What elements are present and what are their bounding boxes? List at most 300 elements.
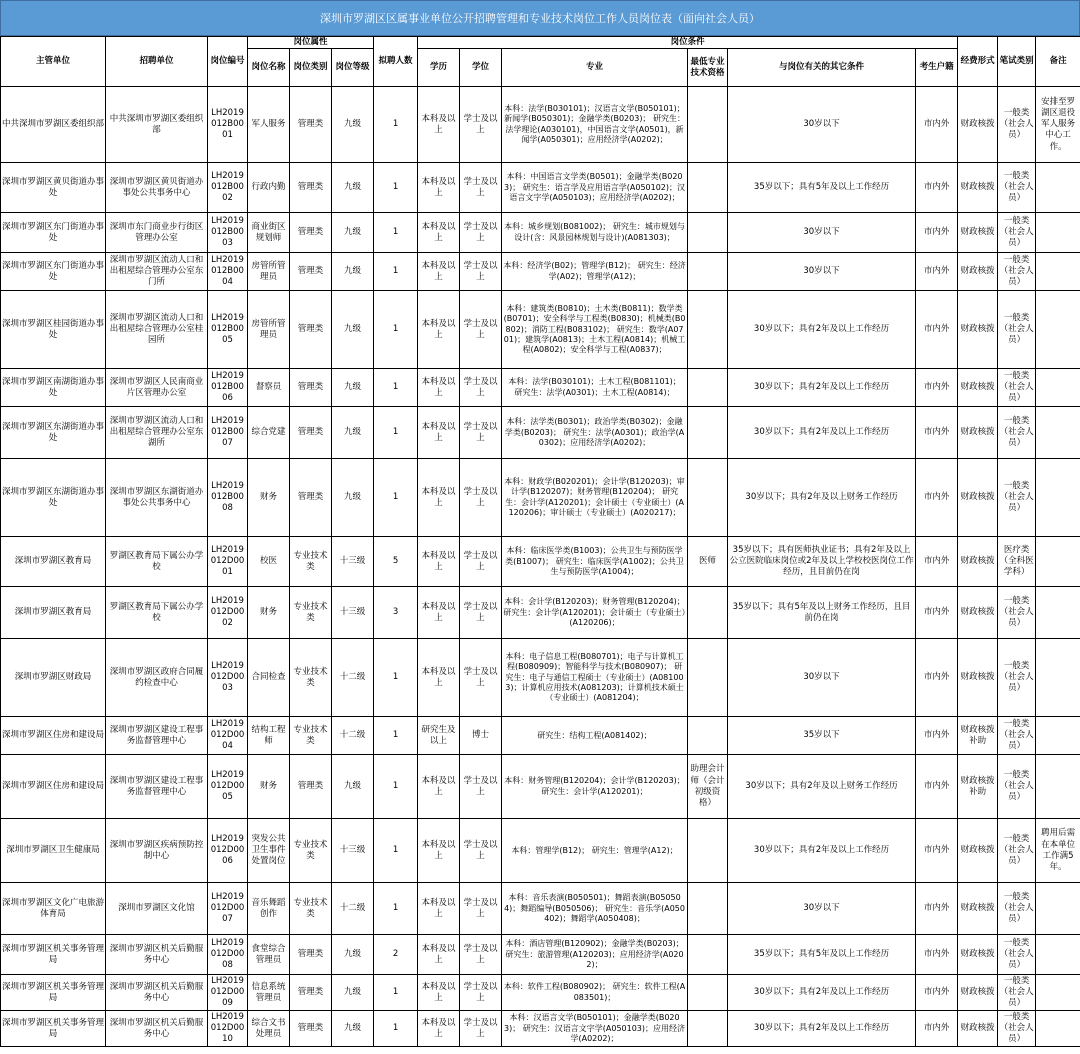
- cell-qt: 30岁以下: [728, 883, 916, 935]
- cell-zy: 本科：软件工程(B080902)； 研究生：软件工程(A083501)；: [502, 975, 688, 1011]
- cell-bz: [1036, 587, 1080, 639]
- cell-bslb: 一般类（社会人员）: [998, 459, 1036, 537]
- cell-xl: 本科及以上: [418, 755, 460, 819]
- cell-gwdj: 十三级: [332, 819, 374, 883]
- cell-zpdw: 深圳市罗湖区流动人口和出租屋综合管理办公室桂园所: [106, 291, 208, 369]
- cell-zgdw: 深圳市罗湖区东门街道办事处: [1, 213, 106, 253]
- cell-xl: 本科及以上: [418, 975, 460, 1011]
- cell-kshj: 市内外: [916, 459, 958, 537]
- cell-gwmc: 综合党建: [248, 407, 290, 459]
- cell-zpdw: 深圳市罗湖区东湖街道办事处公共事务中心: [106, 459, 208, 537]
- cell-qt: 30岁以下；具有2年及以上工作经历: [728, 1011, 916, 1047]
- cell-qt: 35岁以下；具有5年及以上工作经历: [728, 935, 916, 975]
- cell-gwdj: 九级: [332, 1011, 374, 1047]
- cell-bslb: 一般类（社会人员）: [998, 717, 1036, 755]
- cell-npr: 1: [374, 883, 418, 935]
- cell-gwlb: 管理类: [290, 1011, 332, 1047]
- cell-zpdw: 深圳市罗湖区建设工程事务监督管理中心: [106, 717, 208, 755]
- cell-zy: 本科：中国语言文学类(B0501)；金融学类(B0203)； 研究生：语言学及应用语言学(A050102)；汉语言文字学(A050103)；应用经济学(A0202)；: [502, 163, 688, 213]
- cell-gwmc: 财务: [248, 587, 290, 639]
- cell-zdzy: [688, 883, 728, 935]
- cell-jfxs: 财政核拨: [958, 883, 998, 935]
- cell-zgdw: 深圳市罗湖区财政局: [1, 639, 106, 717]
- cell-jfxs: 财政核拨: [958, 639, 998, 717]
- cell-bslb: 一般类（社会人员）: [998, 819, 1036, 883]
- cell-kshj: 市内外: [916, 1011, 958, 1047]
- cell-gwbh: LH2019012D0007: [208, 883, 248, 935]
- cell-bslb: 一般类（社会人员）: [998, 163, 1036, 213]
- cell-bslb: 一般类（社会人员）: [998, 213, 1036, 253]
- cell-gwbh: LH2019012B0001: [208, 87, 248, 163]
- cell-zdzy: [688, 639, 728, 717]
- table-row: [1, 213, 1080, 253]
- cell-qt: 35岁以下；具有5年及以上财务工作经历，且目前仍在岗: [728, 587, 916, 639]
- cell-zy: 本科：财务管理(B120204)；会计学(B120203)； 研究生：会计学(A120201)；: [502, 755, 688, 819]
- cell-npr: 1: [374, 407, 418, 459]
- cell-qt: 30岁以下；具有2年及以上工作经历: [728, 369, 916, 407]
- cell-xl: 本科及以上: [418, 537, 460, 587]
- header-zpdw: 招聘单位: [106, 37, 208, 87]
- table-row: [1, 407, 1080, 459]
- header-zgdw: 主管单位: [1, 37, 106, 87]
- cell-xl: 本科及以上: [418, 369, 460, 407]
- cell-kshj: 市内外: [916, 537, 958, 587]
- header-jfxs: 经费形式: [958, 37, 998, 87]
- cell-jfxs: 财政核拨: [958, 935, 998, 975]
- cell-gwdj: 九级: [332, 369, 374, 407]
- cell-bz: [1036, 369, 1080, 407]
- cell-gwmc: 结构工程师: [248, 717, 290, 755]
- cell-gwlb: 管理类: [290, 935, 332, 975]
- cell-gwlb: 专业技术类: [290, 537, 332, 587]
- cell-gwbh: LH2019012D0003: [208, 639, 248, 717]
- cell-zpdw: 深圳市罗湖区机关后勤服务中心: [106, 935, 208, 975]
- cell-zy: 本科：财政学(B020201)；会计学(B120203)；审计学(B120207)；财务管理(B120204)； 研究生：会计学(A120201)；会计硕士（专业硕士）(A120206)；审计硕士（专业硕士）(A020217)；: [502, 459, 688, 537]
- cell-xw: 学士及以上: [460, 213, 502, 253]
- table-row: [1, 459, 1080, 537]
- cell-zdzy: [688, 587, 728, 639]
- cell-bz: [1036, 883, 1080, 935]
- cell-kshj: 市内外: [916, 975, 958, 1011]
- cell-gwdj: 十三级: [332, 587, 374, 639]
- cell-npr: 1: [374, 755, 418, 819]
- cell-gwbh: LH2019012D0005: [208, 755, 248, 819]
- cell-zy: 本科：临床医学类(B1003)；公共卫生与预防医学类(B1007)； 研究生：临床医学(A1002)；公共卫生与预防医学(A1004)；: [502, 537, 688, 587]
- cell-qt: 35岁以下: [728, 717, 916, 755]
- cell-gwmc: 财务: [248, 459, 290, 537]
- cell-bslb: 一般类（社会人员）: [998, 587, 1036, 639]
- cell-xw: 博士: [460, 717, 502, 755]
- cell-kshj: 市内外: [916, 407, 958, 459]
- cell-gwlb: 管理类: [290, 369, 332, 407]
- cell-zdzy: [688, 935, 728, 975]
- cell-qt: 30岁以下；具有2年及以上财务工作经历: [728, 459, 916, 537]
- cell-gwdj: 九级: [332, 975, 374, 1011]
- cell-zy: 本科：法学(B030101)；汉语言文学(B050101)；新闻学(B050301)；金融学类(B0203)； 研究生：法学理论(A030101)，中国语言文学(A0501)，新闻学(A050301)；应用经济学(A0202)；: [502, 87, 688, 163]
- cell-bslb: 一般类（社会人员）: [998, 369, 1036, 407]
- cell-jfxs: 财政核拨: [958, 587, 998, 639]
- cell-zy: 研究生：结构工程(A081402)；: [502, 717, 688, 755]
- cell-gwdj: 九级: [332, 935, 374, 975]
- cell-jfxs: 财政核拨: [958, 163, 998, 213]
- cell-zpdw: 深圳市罗湖区建设工程事务监督管理中心: [106, 755, 208, 819]
- cell-zpdw: 罗湖区教育局下属公办学校: [106, 587, 208, 639]
- cell-bz: [1036, 935, 1080, 975]
- cell-gwdj: 九级: [332, 87, 374, 163]
- cell-zgdw: 深圳市罗湖区教育局: [1, 537, 106, 587]
- cell-qt: 30岁以下；具有2年及以上工作经历: [728, 975, 916, 1011]
- cell-bz: 聘用后需在本单位工作满5年。: [1036, 819, 1080, 883]
- cell-gwlb: 专业技术类: [290, 819, 332, 883]
- cell-bz: [1036, 537, 1080, 587]
- cell-gwlb: 管理类: [290, 407, 332, 459]
- table-row: [1, 819, 1080, 883]
- cell-kshj: 市内外: [916, 291, 958, 369]
- cell-gwbh: LH2019012B0006: [208, 369, 248, 407]
- cell-gwlb: 专业技术类: [290, 587, 332, 639]
- cell-zdzy: 医师: [688, 537, 728, 587]
- cell-kshj: 市内外: [916, 163, 958, 213]
- cell-gwbh: LH2019012B0008: [208, 459, 248, 537]
- cell-bz: [1036, 407, 1080, 459]
- cell-gwlb: 管理类: [290, 459, 332, 537]
- cell-gwbh: LH2019012B0004: [208, 253, 248, 291]
- cell-jfxs: 财政核拨: [958, 291, 998, 369]
- cell-xl: 本科及以上: [418, 1011, 460, 1047]
- cell-jfxs: 财政核拨补助: [958, 717, 998, 755]
- cell-jfxs: 财政核拨: [958, 537, 998, 587]
- cell-gwmc: 音乐舞蹈创作: [248, 883, 290, 935]
- cell-bz: [1036, 975, 1080, 1011]
- cell-zdzy: [688, 253, 728, 291]
- cell-gwdj: 十二级: [332, 883, 374, 935]
- cell-gwbh: LH2019012B0002: [208, 163, 248, 213]
- cell-gwlb: 管理类: [290, 975, 332, 1011]
- cell-gwdj: 九级: [332, 253, 374, 291]
- cell-zgdw: 深圳市罗湖区文化广电旅游体育局: [1, 883, 106, 935]
- cell-gwdj: 九级: [332, 755, 374, 819]
- cell-zpdw: 罗湖区教育局下属公办学校: [106, 537, 208, 587]
- cell-zgdw: 深圳市罗湖区机关事务管理局: [1, 975, 106, 1011]
- cell-xl: 本科及以上: [418, 935, 460, 975]
- cell-xw: 学士及以上: [460, 819, 502, 883]
- cell-zgdw: 深圳市罗湖区黄贝街道办事处: [1, 163, 106, 213]
- cell-zgdw: 深圳市罗湖区南湖街道办事处: [1, 369, 106, 407]
- cell-jfxs: 财政核拨: [958, 369, 998, 407]
- cell-qt: 35岁以下；具有5年及以上工作经历: [728, 163, 916, 213]
- cell-kshj: 市内外: [916, 819, 958, 883]
- cell-gwbh: LH2019012B0003: [208, 213, 248, 253]
- table-row: [1, 935, 1080, 975]
- cell-gwlb: 管理类: [290, 163, 332, 213]
- cell-xw: 学士及以上: [460, 291, 502, 369]
- cell-zy: 本科：汉语言文学(B050101)；金融学类(B0203)； 研究生：汉语言文字学(A050103)；应用经济学(A0202)；: [502, 1011, 688, 1047]
- cell-zpdw: 深圳市东门商业步行街区管理办公室: [106, 213, 208, 253]
- cell-zdzy: [688, 407, 728, 459]
- table-row: [1, 755, 1080, 819]
- header-gwtj: 岗位条件: [418, 37, 958, 49]
- cell-zgdw: 深圳市罗湖区住房和建设局: [1, 755, 106, 819]
- cell-xl: 本科及以上: [418, 87, 460, 163]
- cell-gwdj: 十二级: [332, 717, 374, 755]
- cell-zdzy: [688, 717, 728, 755]
- table-row: [1, 87, 1080, 163]
- table-row: [1, 975, 1080, 1011]
- cell-qt: 30岁以下: [728, 87, 916, 163]
- cell-qt: 30岁以下: [728, 639, 916, 717]
- cell-xl: 本科及以上: [418, 407, 460, 459]
- cell-jfxs: 财政核拨: [958, 407, 998, 459]
- cell-kshj: 市内外: [916, 883, 958, 935]
- cell-xw: 学士及以上: [460, 87, 502, 163]
- cell-jfxs: 财政核拨: [958, 459, 998, 537]
- cell-zgdw: 深圳市罗湖区东湖街道办事处: [1, 459, 106, 537]
- cell-xl: 本科及以上: [418, 883, 460, 935]
- cell-xl: 本科及以上: [418, 291, 460, 369]
- cell-zpdw: 深圳市罗湖区人民南商业片区管理办公室: [106, 369, 208, 407]
- cell-gwlb: 专业技术类: [290, 883, 332, 935]
- cell-zgdw: 深圳市罗湖区东门街道办事处: [1, 253, 106, 291]
- cell-zpdw: 深圳市罗湖区疾病预防控制中心: [106, 819, 208, 883]
- cell-zdzy: [688, 369, 728, 407]
- cell-gwlb: 管理类: [290, 253, 332, 291]
- cell-gwbh: LH2019012D0001: [208, 537, 248, 587]
- cell-gwdj: 九级: [332, 291, 374, 369]
- cell-kshj: 市内外: [916, 717, 958, 755]
- cell-zdzy: [688, 1011, 728, 1047]
- table-row: [1, 717, 1080, 755]
- cell-bslb: 一般类（社会人员）: [998, 755, 1036, 819]
- cell-zy: 本科：经济学(B02)；管理学(B12)； 研究生：经济学(A02)；管理学(A12)；: [502, 253, 688, 291]
- cell-bz: [1036, 253, 1080, 291]
- cell-xw: 学士及以上: [460, 537, 502, 587]
- cell-zdzy: [688, 213, 728, 253]
- cell-bz: [1036, 1011, 1080, 1047]
- table-row: [1, 369, 1080, 407]
- cell-jfxs: 财政核拨: [958, 975, 998, 1011]
- cell-kshj: 市内外: [916, 639, 958, 717]
- cell-zdzy: 助理会计师（会计初级资格）: [688, 755, 728, 819]
- cell-gwmc: 突发公共卫生事件处置岗位: [248, 819, 290, 883]
- cell-zdzy: [688, 459, 728, 537]
- cell-bslb: 一般类（社会人员）: [998, 883, 1036, 935]
- cell-zdzy: [688, 291, 728, 369]
- cell-zpdw: 深圳市罗湖区机关后勤服务中心: [106, 1011, 208, 1047]
- cell-gwmc: 房管所管理员: [248, 291, 290, 369]
- header-gwlb: 岗位类别: [290, 49, 332, 87]
- cell-bslb: 一般类（社会人员）: [998, 291, 1036, 369]
- cell-gwmc: 食堂综合管理员: [248, 935, 290, 975]
- cell-zy: 本科：会计学(B120203)；财务管理(B120204)； 研究生：会计学(A120201)；会计硕士（专业硕士）(A120206)；: [502, 587, 688, 639]
- cell-npr: 1: [374, 819, 418, 883]
- cell-gwdj: 九级: [332, 213, 374, 253]
- header-zdzy: 最低专业技术资格: [688, 49, 728, 87]
- cell-gwmc: 综合文书处理员: [248, 1011, 290, 1047]
- header-gwbh: 岗位编号: [208, 37, 248, 87]
- cell-jfxs: 财政核拨: [958, 87, 998, 163]
- cell-qt: 35岁以下；具有医师执业证书；具有2年及以上公立医院临床岗位或2年及以上学校校医岗位工作经历，且目前仍在岗: [728, 537, 916, 587]
- cell-zdzy: [688, 163, 728, 213]
- cell-bslb: 一般类（社会人员）: [998, 407, 1036, 459]
- cell-xl: 本科及以上: [418, 213, 460, 253]
- table-row: [1, 883, 1080, 935]
- cell-bslb: 一般类（社会人员）: [998, 975, 1036, 1011]
- cell-bz: [1036, 755, 1080, 819]
- cell-xl: 本科及以上: [418, 163, 460, 213]
- cell-zy: 本科：酒店管理(B120902)；金融学类(B0203)； 研究生：旅游管理(A120203)；应用经济学(A0202)；: [502, 935, 688, 975]
- cell-zgdw: 深圳市罗湖区桂园街道办事处: [1, 291, 106, 369]
- cell-qt: 30岁以下；具有2年及以上工作经历: [728, 819, 916, 883]
- cell-kshj: 市内外: [916, 87, 958, 163]
- cell-xl: 本科及以上: [418, 253, 460, 291]
- cell-bz: [1036, 291, 1080, 369]
- cell-gwmc: 督察员: [248, 369, 290, 407]
- cell-xw: 学士及以上: [460, 369, 502, 407]
- header-npr: 拟聘人数: [374, 37, 418, 87]
- cell-zdzy: [688, 87, 728, 163]
- cell-qt: 30岁以下；具有2年及以上工作经历: [728, 291, 916, 369]
- cell-gwlb: 管理类: [290, 755, 332, 819]
- cell-gwmc: 行政内勤: [248, 163, 290, 213]
- cell-npr: 1: [374, 717, 418, 755]
- cell-bslb: 一般类（社会人员）: [998, 935, 1036, 975]
- cell-npr: 3: [374, 587, 418, 639]
- cell-kshj: 市内外: [916, 755, 958, 819]
- cell-xl: 本科及以上: [418, 587, 460, 639]
- page-title: 深圳市罗湖区区属事业单位公开招聘管理和专业技术岗位工作人员岗位表（面向社会人员）: [0, 0, 1080, 36]
- cell-gwmc: 商业街区规划师: [248, 213, 290, 253]
- positions-table: [0, 36, 1080, 1047]
- cell-zgdw: 深圳市罗湖区教育局: [1, 587, 106, 639]
- cell-zy: 本科：音乐表演(B050501)；舞蹈表演(B050504)；舞蹈编导(B050506)； 研究生：音乐学(A050402)；舞蹈学(A050408)；: [502, 883, 688, 935]
- cell-xw: 学士及以上: [460, 407, 502, 459]
- cell-bslb: 一般类（社会人员）: [998, 87, 1036, 163]
- cell-npr: 5: [374, 537, 418, 587]
- cell-gwbh: LH2019012D0006: [208, 819, 248, 883]
- header-bz: 备注: [1036, 37, 1080, 87]
- cell-npr: 1: [374, 87, 418, 163]
- cell-xw: 学士及以上: [460, 639, 502, 717]
- cell-gwmc: 信息系统管理员: [248, 975, 290, 1011]
- cell-bslb: 一般类（社会人员）: [998, 639, 1036, 717]
- cell-bz: [1036, 459, 1080, 537]
- cell-xw: 学士及以上: [460, 755, 502, 819]
- cell-xw: 学士及以上: [460, 459, 502, 537]
- cell-kshj: 市内外: [916, 935, 958, 975]
- cell-kshj: 市内外: [916, 369, 958, 407]
- header-qt: 与岗位有关的其它条件: [728, 49, 916, 87]
- cell-jfxs: 财政核拨补助: [958, 755, 998, 819]
- cell-zgdw: 深圳市罗湖区机关事务管理局: [1, 935, 106, 975]
- table-row: [1, 537, 1080, 587]
- header-kshj: 考生户籍: [916, 49, 958, 87]
- cell-zgdw: 深圳市罗湖区住房和建设局: [1, 717, 106, 755]
- cell-jfxs: 财政核拨: [958, 253, 998, 291]
- header-zy: 专业: [502, 49, 688, 87]
- cell-gwdj: 九级: [332, 459, 374, 537]
- cell-zy: 本科：城乡规划(B081002)； 研究生：城市规划与设计(含：风景园林规划与设计)(A081303)；: [502, 213, 688, 253]
- cell-bz: [1036, 717, 1080, 755]
- cell-gwlb: 管理类: [290, 291, 332, 369]
- cell-gwmc: 军人服务: [248, 87, 290, 163]
- cell-zgdw: 深圳市罗湖区东湖街道办事处: [1, 407, 106, 459]
- cell-npr: 1: [374, 163, 418, 213]
- cell-zgdw: 深圳市罗湖区卫生健康局: [1, 819, 106, 883]
- cell-gwdj: 十二级: [332, 639, 374, 717]
- cell-bz: [1036, 213, 1080, 253]
- cell-zy: 本科：管理学(B12)； 研究生：管理学(A12)；: [502, 819, 688, 883]
- cell-npr: 1: [374, 459, 418, 537]
- cell-qt: 30岁以下；具有2年及以上财务工作经历: [728, 755, 916, 819]
- cell-gwmc: 财务: [248, 755, 290, 819]
- cell-npr: 1: [374, 253, 418, 291]
- cell-xl: 本科及以上: [418, 459, 460, 537]
- cell-gwbh: LH2019012B0005: [208, 291, 248, 369]
- cell-xw: 学士及以上: [460, 1011, 502, 1047]
- cell-zpdw: 深圳市罗湖区机关后勤服务中心: [106, 975, 208, 1011]
- cell-xl: 研究生及以上: [418, 717, 460, 755]
- cell-zpdw: 深圳市罗湖区文化馆: [106, 883, 208, 935]
- table-row: [1, 253, 1080, 291]
- cell-bz: [1036, 163, 1080, 213]
- table-row: [1, 1011, 1080, 1047]
- cell-bslb: 一般类（社会人员）: [998, 253, 1036, 291]
- cell-zy: 本科：建筑类(B0810)；土木类(B0811)；数学类(B0701)；安全科学与工程类(B0830)；机械类(B0802)；消防工程(B083102)； 研究生：数学(A0701)；建筑学(A0813)；土木工程(A0814)；机械工程(A0802)；安全科学与工程(A0837)；: [502, 291, 688, 369]
- cell-kshj: 市内外: [916, 253, 958, 291]
- cell-npr: 1: [374, 213, 418, 253]
- cell-bz: 安排至罗湖区退役军人服务中心工作。: [1036, 87, 1080, 163]
- cell-npr: 1: [374, 369, 418, 407]
- cell-gwdj: 九级: [332, 163, 374, 213]
- cell-zy: 本科：法学类(B0301)；政治学类(B0302)；金融学类(B0203)； 研究生：法学(A0301)；政治学(A0302)；应用经济学(A0202)；: [502, 407, 688, 459]
- cell-zy: 本科：电子信息工程(B080701)；电子与计算机工程(B080909)；智能科学与技术(B080907)； 研究生：电子与通信工程硕士（专业硕士）(A081003)；计算机应用技术(A081203)；计算机技术硕士（专业硕士）(A081204)；: [502, 639, 688, 717]
- cell-jfxs: 财政核拨: [958, 1011, 998, 1047]
- cell-xl: 本科及以上: [418, 819, 460, 883]
- cell-zdzy: [688, 819, 728, 883]
- cell-npr: 1: [374, 975, 418, 1011]
- cell-npr: 1: [374, 1011, 418, 1047]
- cell-npr: 1: [374, 291, 418, 369]
- cell-zgdw: 中共深圳市罗湖区委组织部: [1, 87, 106, 163]
- cell-gwbh: LH2019012D0004: [208, 717, 248, 755]
- cell-gwmc: 合同检查: [248, 639, 290, 717]
- cell-gwmc: 房管所管理员: [248, 253, 290, 291]
- cell-gwdj: 十三级: [332, 537, 374, 587]
- table-row: [1, 291, 1080, 369]
- cell-jfxs: 财政核拨: [958, 213, 998, 253]
- header-bslb: 笔试类别: [998, 37, 1036, 87]
- cell-xw: 学士及以上: [460, 587, 502, 639]
- header-gwsx: 岗位属性: [248, 37, 374, 49]
- cell-zpdw: 中共深圳市罗湖区委组织部: [106, 87, 208, 163]
- cell-xw: 学士及以上: [460, 975, 502, 1011]
- cell-bz: [1036, 639, 1080, 717]
- cell-gwlb: 管理类: [290, 87, 332, 163]
- cell-gwlb: 管理类: [290, 213, 332, 253]
- cell-gwbh: LH2019012D0002: [208, 587, 248, 639]
- cell-jfxs: 财政核拨: [958, 819, 998, 883]
- cell-zpdw: 深圳市罗湖区政府合同履约检查中心: [106, 639, 208, 717]
- cell-xw: 学士及以上: [460, 935, 502, 975]
- cell-gwdj: 九级: [332, 407, 374, 459]
- cell-gwlb: 专业技术类: [290, 639, 332, 717]
- table-row: [1, 639, 1080, 717]
- cell-qt: 30岁以下；具有2年及以上工作经历: [728, 407, 916, 459]
- cell-zgdw: 深圳市罗湖区机关事务管理局: [1, 1011, 106, 1047]
- cell-zy: 本科：法学(B030101)；土木工程(B081101)； 研究生：法学(A0301)；土木工程(A0814)；: [502, 369, 688, 407]
- cell-zdzy: [688, 975, 728, 1011]
- cell-gwbh: LH2019012B0007: [208, 407, 248, 459]
